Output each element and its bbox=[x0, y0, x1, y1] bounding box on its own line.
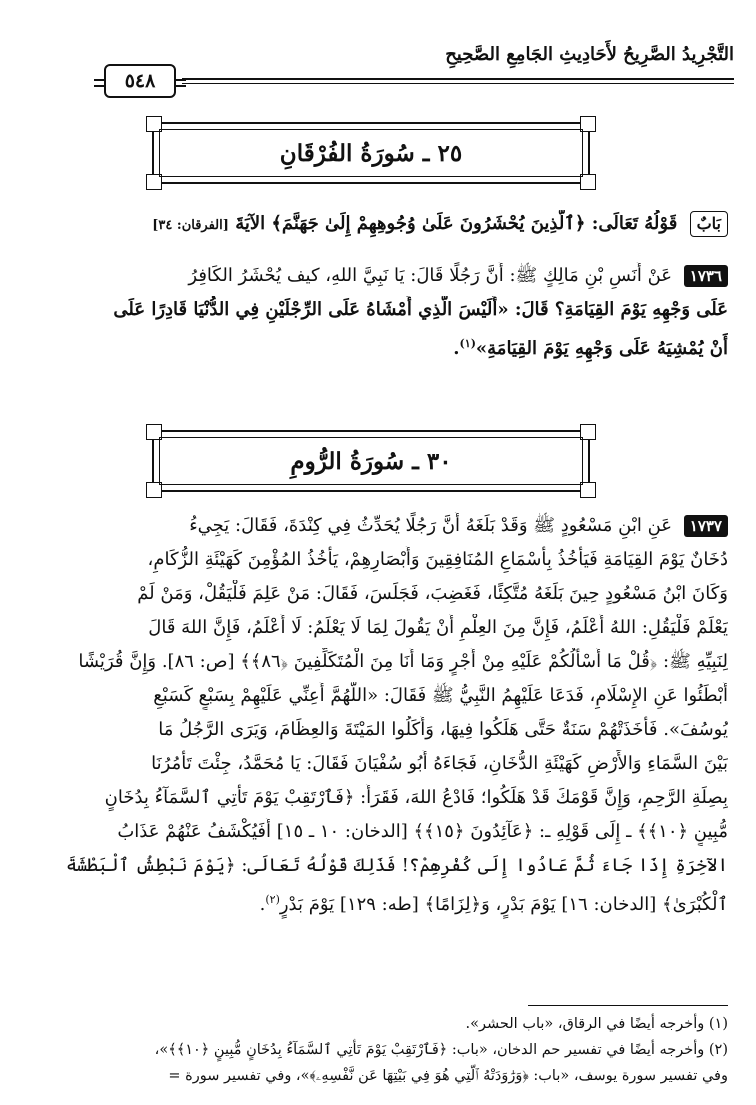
footnote-mark: (١) bbox=[459, 337, 476, 350]
hadith-line bbox=[26, 262, 728, 290]
footnote: (٢) وأخرجه أيضًا في تفسير حم الدخان، «باب: ﴿فَٱرْتَقِبْ يَوْمَ تَأْتِي ٱلسَّمَآءُ بِدُخَانٍ مُّبِينٍ ﴿١٠﴾﴾»، bbox=[154, 1042, 728, 1058]
hadith-number: ١٧٣٧ bbox=[684, 515, 728, 537]
hadith-line: أَنْ يُمْشِيَهُ عَلَى وَجْهِهِ يَوْمَ القِيَامَةِ»$^{(١)}$. bbox=[453, 337, 728, 359]
book-title: التَّجْرِيدُ الصَّرِيحُ لأَحَادِيثِ الجَامِعِ الصَّحِيحِ bbox=[445, 44, 734, 65]
surah-heading-frame bbox=[152, 430, 590, 492]
bab-reference: [الفرقان: ٣٤] bbox=[152, 218, 229, 233]
surah-heading-frame bbox=[152, 122, 590, 184]
hadith-line: يُوسُفَ». فَأَخَذَتْهُمْ سَنَةٌ حَتَّى هَلَكُوا فِيهَا، وَأَكَلُوا المَيْتَةَ وَالعِظَامَ، وَيَرَى الرَّجُلُ مَا bbox=[158, 719, 728, 740]
hadith-text: ٱلْكُبْرَىٰ﴾ [الدخان: ١٦] يَوْمَ بَدْرٍ، وَ﴿لِزَامًا﴾ [طه: ١٢٩] يَوْمَ بَدْرٍ bbox=[279, 894, 728, 915]
hadith-line: لِنَبِيِّهِ ﷺ: ﴿قُلْ مَا أَسْأَلُكُمْ عَلَيْهِ مِنْ أَجْرٍ وَمَا أَنَا مِنَ الْمُتَكَلِّفِينَ ﴿٨٦﴾﴾ [ص: ٨٦]. وَإِنَّ قُرَيْشًا bbox=[78, 651, 728, 672]
page-header bbox=[22, 38, 734, 108]
hadith-text: عَنِ ابْنِ مَسْعُودٍ ﷺ وَقَدْ بَلَغَهُ أَنَّ رَجُلًا يُحَدِّثُ فِي كِنْدَةَ، فَقَالَ: يَجِيءُ bbox=[189, 515, 673, 536]
surah-title: ٣٠ ـ سُورَةُ الرُّومِ bbox=[290, 447, 452, 475]
hadith-line: مُّبِينٍ ﴿١٠﴾﴾ ـ إِلَى قَوْلِهِ ـ: ﴿عَآئِدُونَ ﴿١٥﴾﴾ [الدخان: ١٠ ـ ١٥] أَفَيُكْشَفُ عَنْهُمْ عَذَابُ bbox=[117, 821, 728, 842]
footnote: وفي تفسير سورة يوسف، «باب: ﴿وَرَٰوَدَتْهُ ٱلَّتِي هُوَ فِي بَيْتِهَا عَن نَّفْسِهِۦ﴾»، وفي تفسير سورة = bbox=[168, 1068, 728, 1084]
hadith-line: يَعْلَمْ فَلْيَقُلِ: اللهُ أَعْلَمُ، فَإِنَّ مِنَ العِلْمِ أَنْ يَقُولَ لِمَا لَا يَعْلَمُ: لَا أَعْلَمُ، فَإِنَّ اللهَ قَالَ bbox=[148, 617, 728, 638]
hadith-line: أَبْطَئُوا عَنِ الإِسْلَامِ، فَدَعَا عَلَيْهِمُ النَّبِيُّ ﷺ فَقَالَ: «اللَّهُمَّ أَعِنِّي عَلَيْهِمْ بِسَبْعٍ كَسَبْعِ bbox=[153, 685, 728, 706]
surah-title: ٢٥ ـ سُورَةُ الفُرْقَانِ bbox=[279, 139, 463, 167]
hadith-line: بِصِلَةِ الرَّحِمِ، وَإِنَّ قَوْمَكَ قَدْ هَلَكُوا؛ فَادْعُ اللهَ، فَقَرَأَ: ﴿فَٱرْتَقِبْ يَوْمَ تَأْتِي ٱلسَّمَآءُ بِدُخَانٍ bbox=[104, 787, 728, 808]
page-number: ٥٤٨ bbox=[104, 64, 176, 98]
bab-text: قَوْلُهُ تَعَالَى: ﴿ٱلَّذِينَ يُحْشَرُونَ عَلَىٰ وُجُوهِهِمْ إِلَىٰ جَهَنَّمَ﴾ الآيَةَ bbox=[235, 213, 678, 234]
hadith-line bbox=[26, 512, 728, 540]
hadith-line: بَيْنَ السَّمَاءِ وَالأَرْضِ كَهَيْئَةِ الدُّخَانِ، فَجَاءَهُ أَبُو سُفْيَانَ فَقَالَ: يَا مُحَمَّدُ، جِئْتَ تَأْمُرُنَا bbox=[151, 753, 728, 774]
hadith-line: ٱلْكُبْرَىٰ﴾ [الدخان: ١٦] يَوْمَ بَدْرٍ، وَ﴿لِزَامًا﴾ [طه: ١٢٩] يَوْمَ بَدْرٍ$^{(٢)}$. bbox=[259, 893, 728, 915]
footnote: (١) وأخرجه أيضًا في الرقاق، «باب الحشر». bbox=[465, 1016, 728, 1032]
hadith-line: عَلَى وَجْهِهِ يَوْمَ القِيَامَةِ؟ قَالَ: «أَلَيْسَ الَّذِي أَمْشَاهُ عَلَى الرِّجْلَيْنِ فِي الدُّنْيَا قَادِرًا عَلَى bbox=[113, 299, 728, 320]
header-rule-thin bbox=[182, 83, 734, 84]
hadith-line: دُخَانٌ يَوْمَ القِيَامَةِ فَيَأْخُذُ بِأَسْمَاعِ المُنَافِقِينَ وَأَبْصَارِهِمْ، يَأْخُذُ المُؤْمِنَ كَهَيْئَةِ الزُّكَامِ، bbox=[147, 549, 728, 570]
footnote-mark: (٢) bbox=[265, 893, 280, 906]
bab-label: بَابٌ bbox=[690, 211, 728, 237]
hadith-line: الآخِرَةِ إِذَا جَاءَ ثُمَّ عَادُوا إِلَى كُفْرِهِمْ؟! فَذَلِكَ قَوْلُهُ تَعَالَى: ﴿يَوْمَ نَبْطِشُ ٱلْبَطْشَةَ bbox=[65, 855, 728, 876]
hadith-line: وَكَانَ ابْنُ مَسْعُودٍ حِينَ بَلَغَهُ مُتَّكِئًا، فَغَضِبَ، فَجَلَسَ، فَقَالَ: مَنْ عَلِمَ فَلْيَقُلْ، وَمَنْ لَمْ bbox=[137, 583, 728, 604]
footnote-separator bbox=[528, 1005, 728, 1006]
header-rule bbox=[182, 78, 734, 80]
hadith-text: أَنْ يُمْشِيَهُ عَلَى وَجْهِهِ يَوْمَ القِيَامَةِ» bbox=[475, 338, 728, 359]
hadith-number: ١٧٣٦ bbox=[684, 265, 728, 287]
hadith-text: عَنْ أَنَسِ بْنِ مَالِكٍ ﷺ: أَنَّ رَجُلًا قَالَ: يَا نَبِيَّ اللهِ، كيف يُحْشَرُ الكَافِرُ bbox=[188, 265, 673, 286]
bab-heading bbox=[26, 210, 728, 240]
